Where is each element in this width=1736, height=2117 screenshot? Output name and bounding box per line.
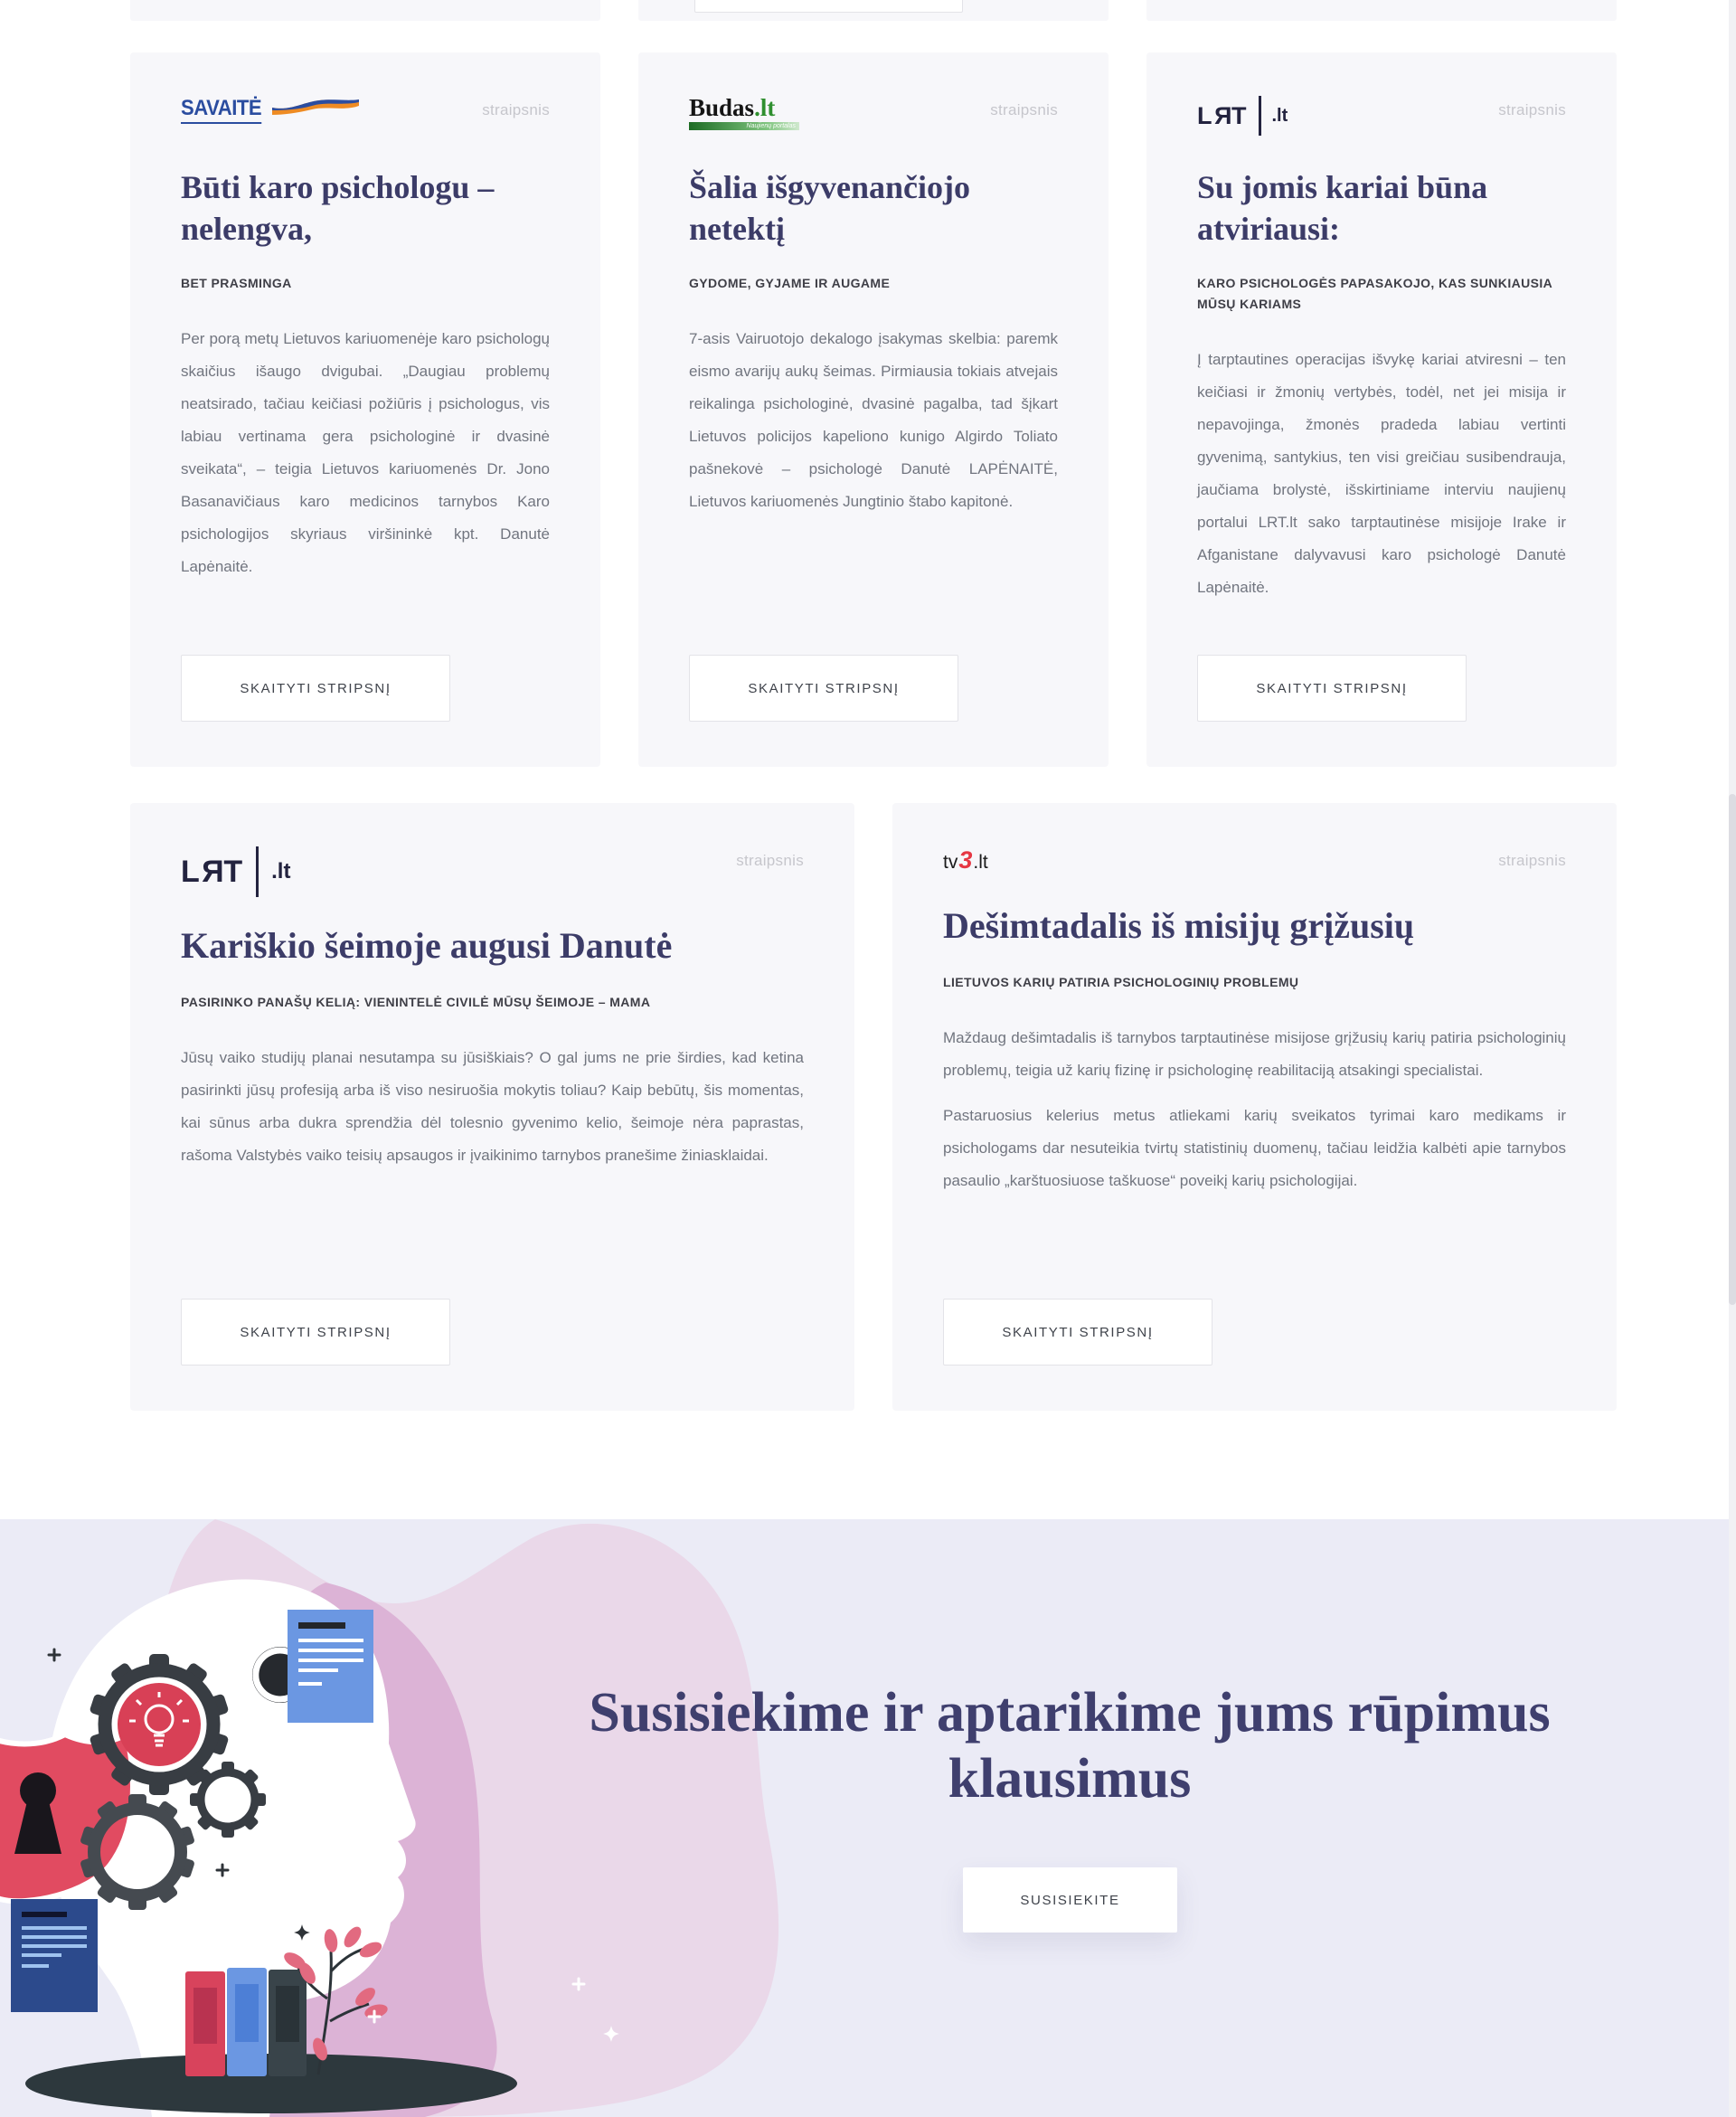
- lrt-logo-t: T: [223, 854, 244, 889]
- read-article-button[interactable]: SKAITYTI STRIPSNĮ: [181, 655, 450, 722]
- article-subtitle: GYDOME, GYJAME IR AUGAME: [689, 276, 891, 291]
- article-title: Dešimtadalis iš misijų grįžusių: [943, 905, 1415, 946]
- article-tag: straipsnis: [1498, 101, 1566, 118]
- article-body: [689, 323, 1058, 531]
- tv3-logo-tv: tv: [943, 852, 958, 873]
- partial-card-top-left: [130, 0, 600, 21]
- document-navy-icon: [11, 1899, 98, 2012]
- article-card-tv3: [892, 803, 1617, 1411]
- partial-read-button[interactable]: [694, 0, 963, 13]
- article-tag: straipsnis: [1498, 852, 1566, 869]
- read-article-button[interactable]: SKAITYTI STRIPSNĮ: [943, 1299, 1212, 1366]
- savaite-wave-icon: [272, 99, 359, 115]
- contact-title: Susisiekime ir aptarikime jums rūpimus klausimus: [589, 1682, 1551, 1810]
- article-title: Kariškio šeimoje augusi Danutė: [181, 925, 673, 966]
- lrt-logo-l: L: [181, 854, 201, 889]
- article-body: [1197, 344, 1566, 617]
- article-title: Su jomis kariai būna atviriausi:: [1197, 169, 1488, 248]
- tv3-logo-icon: [943, 846, 988, 874]
- article-paragraph: Maždaug dešimtadalis iš tarnybos tarptautinėse misijose grįžusių karių patiria psichologinių problemų, teigia už karių fizinę ir psichologinę reabilitaciją atsakingi specialistai.: [943, 1029, 1566, 1080]
- article-card-savaite: [130, 52, 600, 767]
- article-paragraph: Jūsų vaiko studijų planai nesutampa su jūsiškiais? O gal jums ne prie širdies, kad ketina pasirinkti jūsų profesiją arba iš viso nesiruošia mokytis toliau? Kaip bebūtų, šis momentas, kai sūnus arba dukra sprendžia dėl tolesnio gyvenimo kelio, šeimoje nėra paprastas, rašoma Valstybės vaiko teisių apsaugos ir įvaikinimo tarnybos pranešime žiniasklaidai.: [181, 1049, 804, 1165]
- article-subtitle: LIETUVOS KARIŲ PATIRIA PSICHOLOGINIŲ PROBLEMŲ: [943, 975, 1299, 990]
- budas-logo-bar: [689, 122, 799, 130]
- budas-logo-name: Budas: [689, 94, 755, 121]
- budas-logo-tagline: Naujienų portalas: [746, 123, 796, 129]
- article-tag: straipsnis: [482, 101, 550, 118]
- article-paragraph: 7-asis Vairuotojo dekalogo įsakymas skelbia: paremk eismo avarijų aukų šeimas. Pirmiausia tokiais atvejais reikalinga psichologinė, dvasinė pagalba, tad šįkart Lietuvos policijos kapeliono kunigo Algirdo Toliato pašnekovė – psichologė Danutė LAPĖNAITĖ, Lietuvos kariuomenės Jungtinio štabo kapitonė.: [689, 330, 1058, 511]
- read-article-button[interactable]: SKAITYTI STRIPSNĮ: [1197, 655, 1467, 722]
- books-icon: [185, 1968, 307, 2076]
- mind-illustration: [0, 1519, 814, 2117]
- lrt-logo-divider: [1259, 96, 1261, 136]
- lrt-logo-l: L: [1197, 101, 1213, 129]
- article-subtitle: KARO PSICHOLOGĖS PAPASAKOJO, KAS SUNKIAUSIA MŪSŲ KARIAMS: [1197, 276, 1552, 312]
- article-tag: straipsnis: [736, 852, 804, 869]
- lrt-logo-tld: .lt: [271, 859, 291, 884]
- read-article-button[interactable]: SKAITYTI STRIPSNĮ: [181, 1299, 450, 1366]
- lrt-logo-r: R: [200, 854, 224, 889]
- lrt-logo-r: R: [1212, 101, 1231, 129]
- lrt-logo-t: T: [1231, 101, 1248, 129]
- lrt-logo-divider: [256, 846, 259, 897]
- read-article-button[interactable]: SKAITYTI STRIPSNĮ: [689, 655, 958, 722]
- article-card-lrt-2: [130, 803, 854, 1411]
- document-blue-icon: [288, 1610, 373, 1723]
- savaite-logo-icon: [181, 96, 359, 124]
- partial-card-top-middle: [638, 0, 1109, 21]
- article-body: [181, 323, 550, 596]
- tv3-logo-three: 3: [958, 846, 973, 874]
- article-paragraph: Pastaruosius kelerius metus atliekami karių sveikatos tyrimai karo medikams ir psichologams dar nesuteikia tvirtų statistinių duomenų, tačiau leidžia kalbėti apie tarnybos pasaulio „karštuosiuose taškuose“ poveikį karių psichologijai.: [943, 1107, 1566, 1190]
- article-tag: straipsnis: [990, 101, 1058, 118]
- article-card-budas: [638, 52, 1109, 767]
- article-paragraph: Per porą metų Lietuvos kariuomenėje karo psichologų skaičius išaugo dvigubai. „Daugiau problemų neatsirado, tačiau keičiasi požiūris į psichologus, vis labiau vertinama gera psichologinė ir dvasinė sveikata“, – teigia Lietuvos kariuomenės Dr. Jono Basanavičiaus karo medicinos tarnybos Karo psichologijos skyriaus viršininkė kpt. Danutė Lapėnaitė.: [181, 330, 550, 576]
- lrt-logo-icon: [181, 846, 290, 897]
- articles-row-1: [130, 52, 1617, 767]
- article-body: [943, 1022, 1566, 1210]
- article-title: Būti karo psichologu – nelengva,: [181, 169, 495, 248]
- article-paragraph: Į tarptautines operacijas išvykę kariai atviresni – ten keičiasi ir žmonių vertybės, todėl, net jei misija ir nepavojinga, žmonės pradeda labiau vertinti gyvenimą, santykius, ten visi greičiau susibendrauja, jaučiama brolystė, išskirtiniame interviu naujienų portalui LRT.lt sako tarptautinėse misijoje Irake ir Afganistane dalyvavusi karo psichologė Danutė Lapėnaitė.: [1197, 351, 1566, 597]
- savaite-logo-text: SAVAITĖ: [181, 96, 261, 124]
- budas-logo-tld: .lt: [754, 94, 776, 121]
- contact-section: [0, 1519, 1736, 2117]
- tv3-logo-tld: .lt: [973, 852, 988, 873]
- lrt-logo-icon: [1197, 96, 1288, 136]
- lrt-logo-tld: .lt: [1271, 105, 1288, 126]
- article-title: Šalia išgyvenančiojo netektį: [689, 169, 971, 248]
- article-body: [181, 1042, 804, 1185]
- scrollbar-thumb[interactable]: [1729, 794, 1736, 1305]
- article-subtitle: PASIRINKO PANAŠŲ KELIĄ: VIENINTELĖ CIVILĖ MŪSŲ ŠEIMOJE – MAMA: [181, 995, 651, 1010]
- contact-button[interactable]: SUSISIEKITE: [963, 1867, 1177, 1933]
- articles-row-2: [130, 803, 1617, 1411]
- partial-card-top-right: [1146, 0, 1617, 21]
- article-subtitle: BET PRASMINGA: [181, 276, 292, 291]
- article-card-lrt: [1146, 52, 1617, 767]
- budas-logo-icon: [689, 96, 799, 130]
